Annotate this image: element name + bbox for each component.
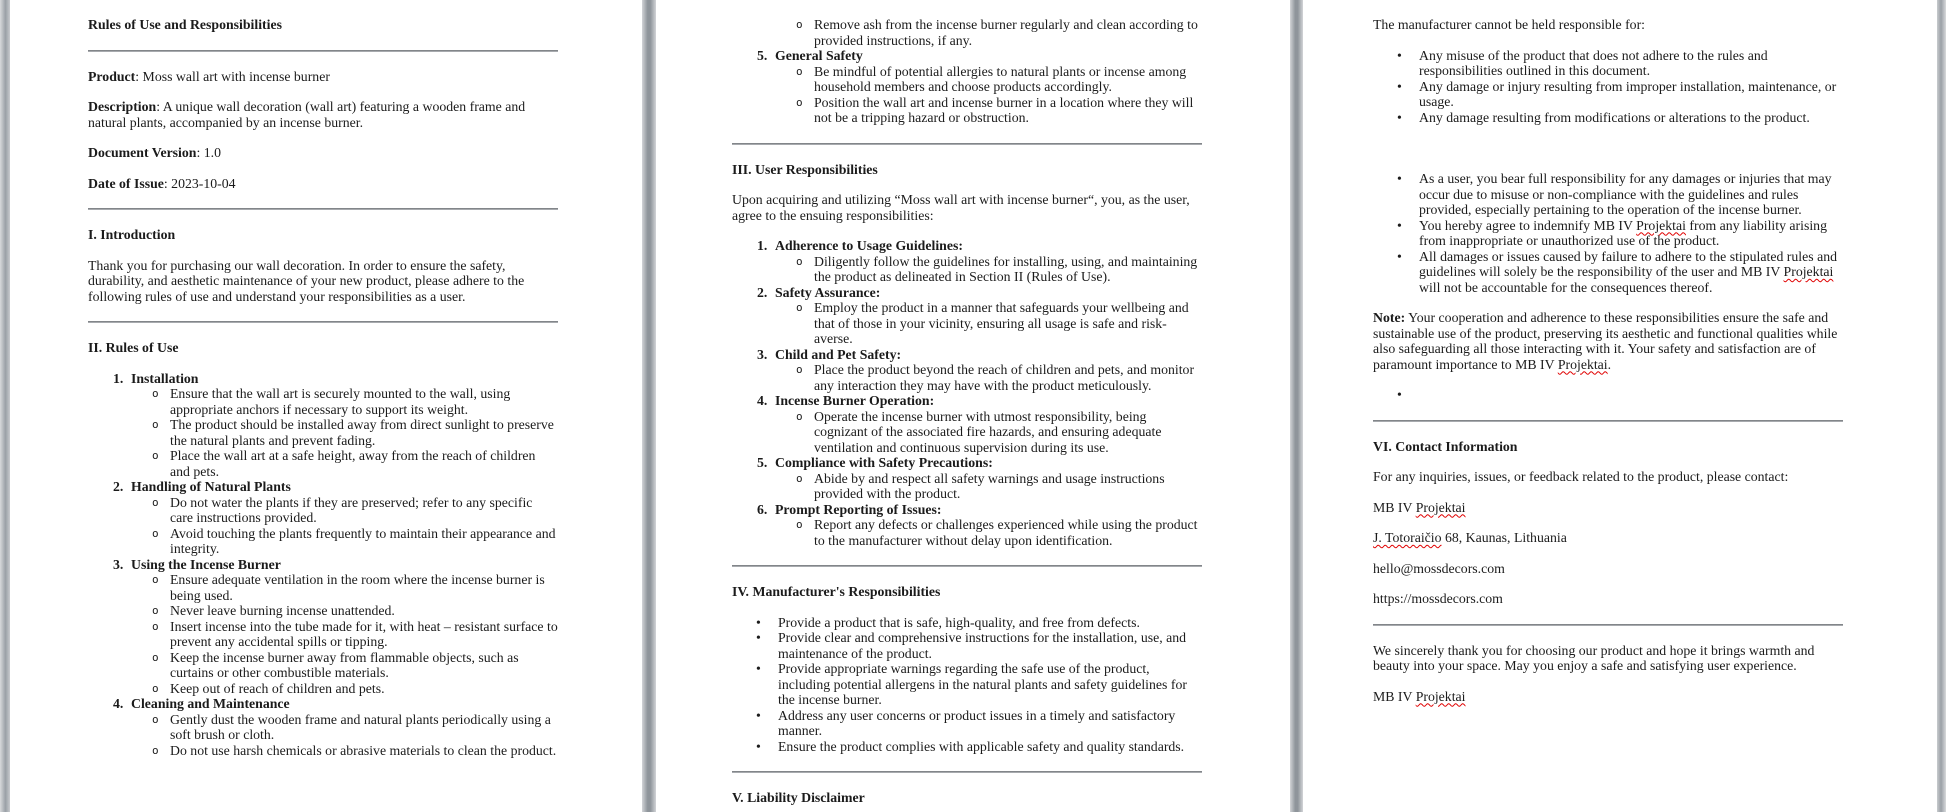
bullet-item [732,739,1202,755]
text-run: : 1.0 [196,145,221,160]
list-sub-item [88,417,558,448]
bullet-item [1373,110,1843,126]
text-run: The product should be installed away from direct sunlight to preserve the natural plants and prevent fading. [170,417,554,448]
list-item-heading [88,371,558,387]
list-sub-item [88,619,558,650]
number-label: 2. [757,284,768,300]
text-run: Ensure the product complies with applicable safety and quality standards. [778,738,1185,754]
page-2[interactable] [656,0,1290,812]
paragraph [1373,500,1843,516]
text-run: VI. Contact Information [1373,438,1518,454]
text-run: Operate the incense burner with utmost responsibility, being cognizant of the associated fire hazards, and ensuring adequate ventilation and continuous supervision during its use. [814,408,1162,455]
text-run: . [1607,356,1612,372]
text-run: Place the wall art at a safe height, away from the reach of children and pets. [170,448,536,479]
circle-bullet-icon: o [152,495,159,509]
bullet-icon: • [1397,78,1402,94]
text-run: https://mossdecors.com [1373,591,1503,606]
list-sub-item [732,95,1202,126]
bullet-item [1373,218,1843,249]
text-run: Never leave burning incense unattended. [170,603,395,618]
section-divider [1373,624,1843,626]
section-divider [88,50,558,52]
bullet-icon: • [756,614,761,630]
misspelled-word: J. Totoraičio [1373,530,1442,545]
list-sub-item [88,681,558,697]
bullet-icon: • [1397,47,1402,63]
circle-bullet-icon: o [152,573,159,586]
text-run: Compliance with Safety Precautions: [775,455,993,470]
list-sub-item [88,386,558,417]
section-heading [732,162,1202,178]
text-run: Date of Issue [88,175,164,191]
text-run: Do not use harsh chemicals or abrasive materials to clean the product. [170,742,557,758]
section-heading [88,340,558,356]
section-divider [1373,420,1843,422]
bullet-item [732,615,1202,631]
bullet-icon: • [1397,217,1402,233]
circle-bullet-icon: o [152,418,159,431]
text-run: Provide a product that is safe, high-quality, and free from defects. [778,614,1140,630]
circle-bullet-icon: o [796,64,803,78]
text-run: Document Version [88,145,197,160]
circle-bullet-icon: o [796,18,803,31]
list-item-heading [732,393,1202,409]
section-divider [732,565,1202,567]
text-run: will not be accountable for the consequences thereof. [1419,279,1713,295]
text-run: MB IV [1373,499,1416,515]
text-run: Any damage resulting from modifications or alterations to the product. [1419,109,1810,125]
list-sub-item [732,409,1202,456]
text-run: : 2023-10-04 [163,175,236,191]
paragraph [1373,530,1843,546]
bullet-icon: • [1397,171,1402,186]
text-run: For any inquiries, issues, or feedback related to the product, please contact: [1373,469,1789,484]
paragraph [732,192,1202,223]
paragraph [1373,643,1843,674]
circle-bullet-icon: o [152,743,159,757]
paragraph [1373,310,1843,372]
circle-bullet-icon: o [796,471,803,485]
bullet-list [1373,387,1843,403]
paragraph [88,258,558,305]
list-sub-item [88,650,558,681]
text-run: Be mindful of potential allergies to natural plants or incense among household members and choose products accordingly. [814,63,1187,94]
circle-bullet-icon: o [152,650,159,664]
text-run: Employ the product in a manner that safeguards your wellbeing and that of those in your vicinity, ensuring all usage is safe and risk-averse. [814,300,1189,346]
number-label: 3. [757,346,768,362]
text-run: Your cooperation and adherence to these responsibilities ensure the safe and sustainable use of the product, preserving its aesthetic and functional qualities while also safeguarding all those interacting with it. Your safety and satisfaction are of paramount importance to MB IV [1373,310,1838,372]
section-divider [88,321,558,323]
bullet-item [1373,48,1843,79]
text-run: V. Liability Disclaimer [732,790,865,805]
section-divider [732,771,1202,773]
list-sub-item [732,300,1202,347]
bullet-item [1373,171,1843,218]
text-run: hello@mossdecors.com [1373,560,1505,576]
section-heading [732,584,1202,600]
text-run: Handling of Natural Plants [131,479,291,494]
bullet-item [732,661,1202,708]
text-run: II. Rules of Use [88,340,179,355]
text-run: Diligently follow the guidelines for installing, using, and maintaining the product as delineated in Section II (Rules of Use). [814,253,1198,284]
text-run: Rules of Use and Responsibilities [88,17,282,32]
text-run: Provide clear and comprehensive instructions for the installation, use, and maintenance of the product. [778,630,1187,661]
text-run: Place the product beyond the reach of children and pets, and monitor any interaction they may have with the product meticulously. [814,362,1195,393]
section-heading [88,227,558,243]
paragraph [1373,561,1843,577]
misspelled-word: Projektai [1783,264,1834,279]
misspelled-word: Projektai [1415,499,1466,515]
text-run: Gently dust the wooden frame and natural plants periodically using a soft brush or cloth. [170,711,551,742]
text-run: IV. Manufacturer's Responsibilities [732,584,941,599]
text-run: Note: [1373,310,1406,325]
number-label: 2. [113,479,124,494]
circle-bullet-icon: o [152,681,159,695]
list-item-heading [732,502,1202,518]
list-sub-item [732,254,1202,285]
text-run: Child and Pet Safety: [775,346,902,362]
list-sub-item [732,517,1202,548]
numbered-list [732,238,1202,548]
bullet-item [1373,79,1843,110]
list-sub-item [732,362,1202,393]
text-run: MB IV [1373,688,1416,704]
circle-bullet-icon: o [152,449,159,462]
circle-bullet-icon: o [796,409,803,423]
text-run: Avoid touching the plants frequently to maintain their appearance and integrity. [170,525,556,556]
text-run: Ensure adequate ventilation in the room where the incense burner is being used. [170,572,545,603]
text-run: : Moss wall art with incense burner [135,68,330,84]
list-item-heading [732,455,1202,471]
paragraph [1373,591,1843,607]
bullet-item [732,708,1202,739]
text-run: : A unique wall decoration (wall art) featuring a wooden frame and natural plants, accompanied by an incense burner. [88,99,526,130]
page-edge-left [0,0,10,812]
text-run: Report any defects or challenges experienced while using the product to the manufacturer without delay upon identification. [814,517,1198,548]
list-sub-item [88,603,558,619]
text-run: Any misuse of the product that does not adhere to the rules and responsibilities outlined in this document. [1419,47,1768,78]
circle-bullet-icon: o [796,518,803,531]
circle-bullet-icon: o [152,387,159,400]
page-3[interactable] [1303,0,1937,812]
list-item-heading [88,479,558,495]
section-heading [88,17,558,33]
text-run: III. User Responsibilities [732,161,878,177]
paragraph [1373,469,1843,485]
bullet-icon: • [1397,248,1402,264]
blank-line [1373,140,1843,156]
bullet-list [732,615,1202,755]
bullet-icon: • [756,738,761,754]
numbered-list [88,371,558,759]
paragraph [88,145,558,161]
list-item-heading [732,347,1202,363]
bullet-icon: • [756,707,761,723]
paragraph [1373,689,1843,705]
list-sub-item [88,572,558,603]
text-run: from any liability arising from inappropriate or unauthorized use of the product. [1419,217,1827,248]
section-divider [88,208,558,210]
list-sub-item [732,64,1202,95]
text-run: Position the wall art and incense burner in a location where they will not be a tripping hazard or obstruction. [814,94,1194,125]
paragraph [88,99,558,130]
circle-bullet-icon: o [152,712,159,726]
text-run: Description [88,99,157,114]
text-run: 68, Kaunas, Lithuania [1441,530,1567,545]
text-run: All damages or issues caused by failure to adhere to the stipulated rules and guidelines will solely be the responsibility of the user and MB IV [1419,248,1837,279]
text-run: Address any user concerns or product issues in a timely and satisfactory manner. [778,707,1176,738]
section-heading [1373,439,1843,455]
list-sub-item [88,712,558,743]
bullet-item [732,630,1202,661]
text-run: We sincerely thank you for choosing our product and hope it brings warmth and beauty into your space. May you enjoy a safe and satisfying user experience. [1373,642,1815,673]
text-run: I. Introduction [88,227,176,242]
list-sub-item [88,495,558,526]
misspelled-word: Projektai [1636,217,1686,233]
number-label: 1. [757,238,768,253]
number-label: 4. [757,393,768,408]
text-run: Installation [131,370,199,386]
circle-bullet-icon: o [152,619,159,633]
text-run: You hereby agree to indemnify MB IV [1419,217,1637,233]
number-label: 3. [113,556,124,572]
circle-bullet-icon: o [152,604,159,617]
bullet-item [1373,387,1843,403]
text-run: Product [88,68,136,84]
text-run: As a user, you bear full responsibility for any damages or injuries that may occur due to misuse or non-compliance with the guidelines and rules provided, especially pertaining to the operation of the incense burner. [1419,171,1832,217]
page-1[interactable] [10,0,642,812]
text-run: Any damage or injury resulting from improper installation, maintenance, or usage. [1419,78,1837,109]
list-sub-item [88,448,558,479]
section-heading [732,790,1202,806]
bullet-icon: • [756,630,761,645]
text-run: Abide by and respect all safety warnings and usage instructions provided with the product. [814,470,1165,501]
paragraph [88,69,558,85]
text-run: Prompt Reporting of Issues: [775,501,942,517]
text-run: Using the Incense Burner [131,556,281,572]
misspelled-word: Projektai [1557,356,1608,372]
number-label: 5. [757,455,768,470]
text-run: Insert incense into the tube made for it, with heat – resistant surface to prevent any accidental spills or tipping. [170,618,558,649]
text-run: Ensure that the wall art is securely mounted to the wall, using appropriate anchors if necessary to support its weight. [170,386,511,417]
numbered-list [732,17,1202,126]
list-item-heading [732,238,1202,254]
circle-bullet-icon: o [796,301,803,314]
bullet-icon: • [1397,109,1402,125]
page-gutter [642,0,656,812]
text-run: Provide appropriate warnings regarding the safe use of the product, including potential allergens in the natural plants and safety guidelines for the incense burner. [778,661,1187,707]
paragraph [88,176,558,192]
number-label: 6. [757,501,768,517]
misspelled-word: Projektai [1415,688,1466,704]
text-run: Cleaning and Maintenance [131,696,290,711]
list-sub-item [88,526,558,557]
list-item-heading [88,557,558,573]
bullet-list [1373,48,1843,126]
text-run: Adherence to Usage Guidelines: [775,238,963,253]
text-run: The manufacturer cannot be held responsible for: [1373,17,1645,32]
text-run: Upon acquiring and utilizing “Moss wall art with incense burner“, you, as the user, agree to the ensuing responsibilities: [732,192,1190,223]
circle-bullet-icon: o [152,526,159,540]
number-label: 5. [757,48,768,63]
bullet-icon: • [756,661,761,676]
text-run: Keep out of reach of children and pets. [170,680,385,696]
list-item-heading [88,696,558,712]
text-run: Incense Burner Operation: [775,393,935,408]
section-divider [732,143,1202,145]
bullet-icon: • [1397,387,1402,402]
text-run: Do not water the plants if they are preserved; refer to any specific care instructions provided. [170,494,533,525]
list-sub-item [88,743,558,759]
number-label: 4. [113,696,124,711]
paragraph [1373,17,1843,33]
number-label: 1. [113,370,124,386]
list-sub-item [732,471,1202,502]
circle-bullet-icon: o [796,95,803,109]
page-gutter [1290,0,1303,812]
circle-bullet-icon: o [796,363,803,376]
text-run: Remove ash from the incense burner regularly and clean according to provided instructions, if any. [814,17,1198,48]
list-item-heading [732,48,1202,64]
list-item-heading [732,285,1202,301]
circle-bullet-icon: o [796,254,803,268]
text-run: Keep the incense burner away from flammable objects, such as curtains or other combustible materials. [170,649,519,680]
bullet-item [1373,249,1843,296]
text-run: General Safety [775,48,863,63]
text-run: Thank you for purchasing our wall decoration. In order to ensure the safety, durability, and aesthetic maintenance of your new product, please adhere to the following rules of use and understand your responsibilities as a user. [88,257,525,304]
page-edge-right [1937,0,1946,812]
bullet-list [1373,171,1843,295]
list-sub-item [732,17,1202,48]
text-run: Safety Assurance: [775,284,881,300]
